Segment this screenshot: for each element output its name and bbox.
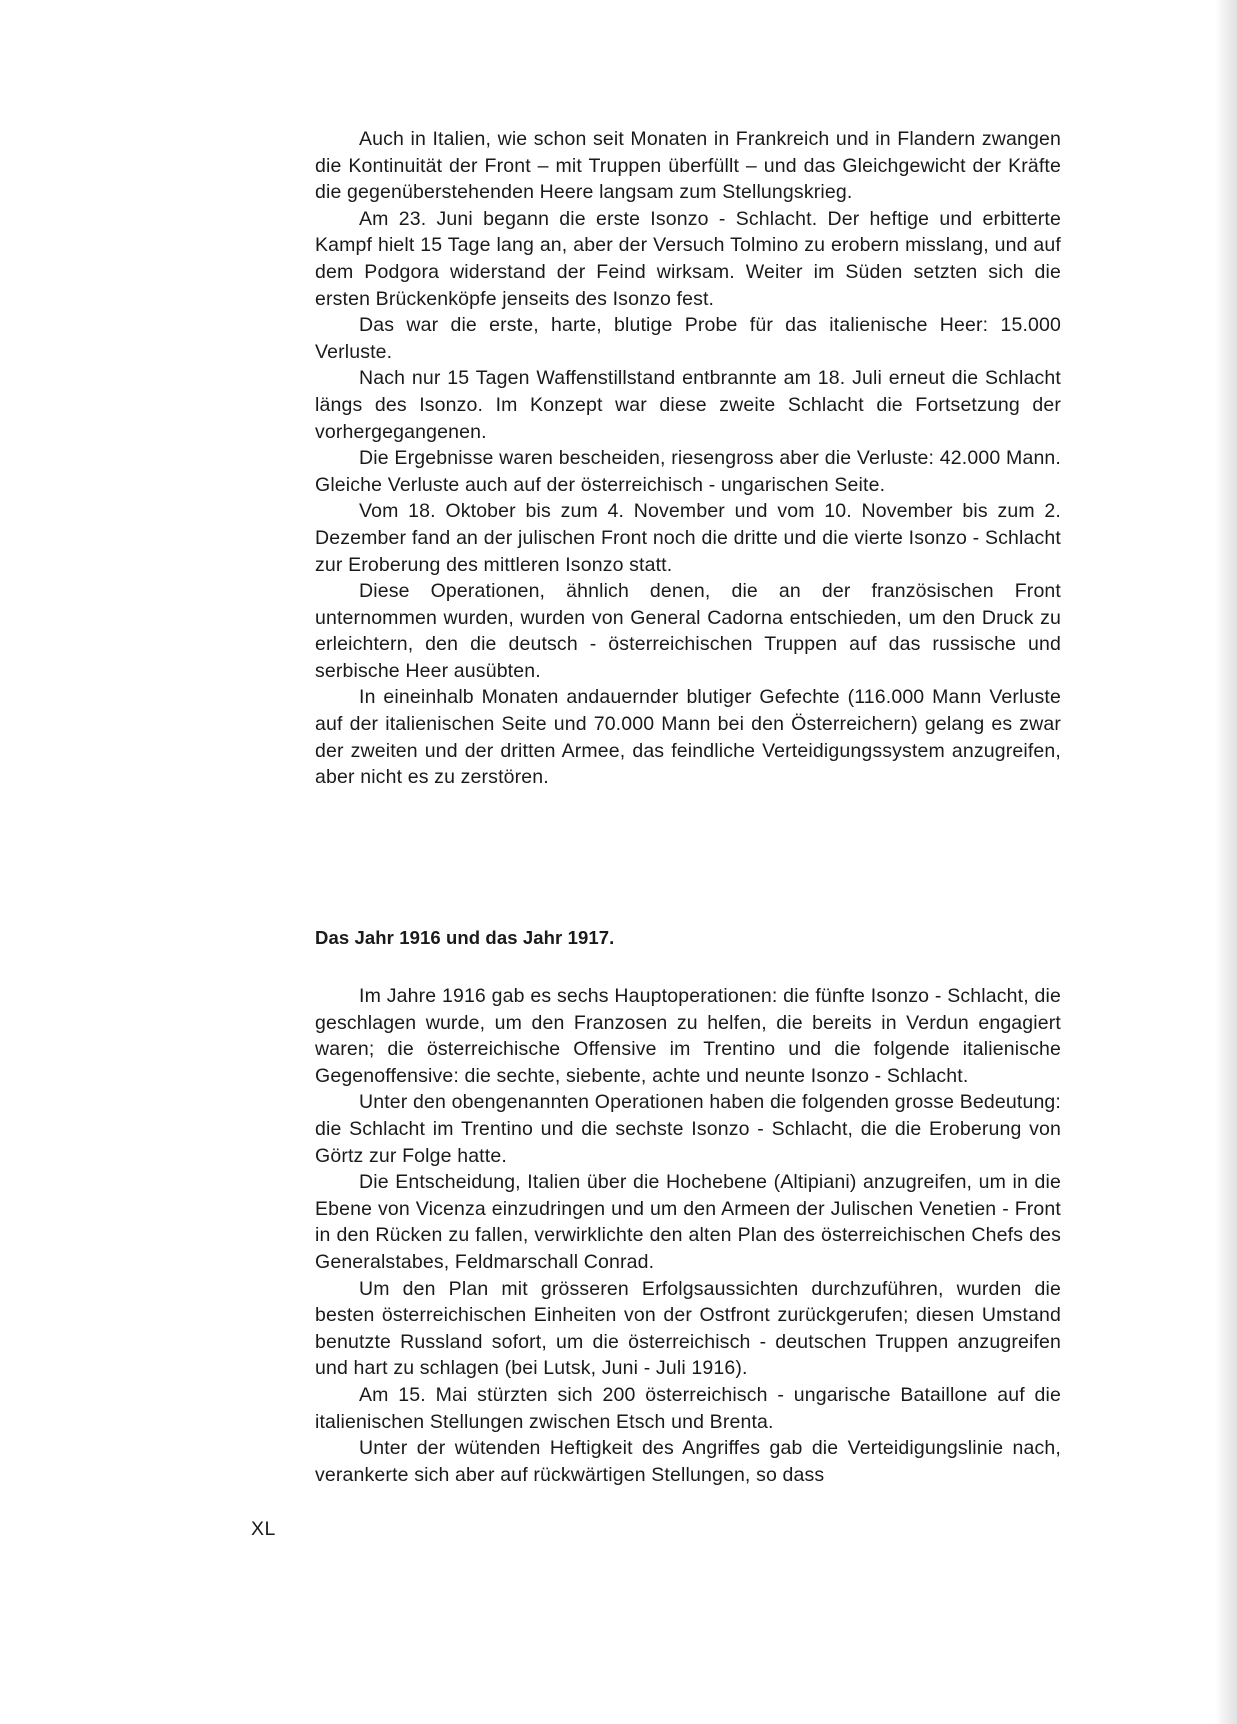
section-heading: Das Jahr 1916 und das Jahr 1917. — [315, 927, 615, 948]
page-edge-shadow — [1215, 0, 1237, 1724]
paragraph: Im Jahre 1916 gab es sechs Hauptoperationen: die fünfte Isonzo - Schlacht, die geschlagen wurde, um den Franzosen zu helfen, die bereits in Verdun engagiert waren; die österreichische Offensive im Trentino und die folgende italienische Gegenoffensive: die sechte, siebente, achte und neunte Isonzo - Schlacht. — [315, 985, 1061, 1087]
paragraph: Die Entscheidung, Italien über die Hochebene (Altipiani) anzugreifen, um in die Ebene von Vicenza einzudringen und um den Armeen der Julischen Venetien - Front in den Rücken zu fallen, verwirklichte den alten Plan des österreichischen Chefs des Generalstabes, Feldmarschall Conrad. — [315, 1171, 1061, 1273]
paragraph: Auch in Italien, wie schon seit Monaten in Frankreich und in Flandern zwangen die Kontinuität der Front – mit Truppen überfüllt – und das Gleichgewicht der Kräfte die gegenüberstehenden Heere langsam zum Stellungskrieg. — [315, 128, 1061, 204]
paragraph: Am 23. Juni begann die erste Isonzo - Schlacht. Der heftige und erbitterte Kampf hielt 15 Tage lang an, aber der Versuch Tolmino zu erobern misslang, und auf dem Podgora widerstand der Feind wirksam. Weiter im Süden setzten sich die ersten Brückenköpfe jenseits des Isonzo fest. — [315, 207, 1061, 310]
paragraph: Nach nur 15 Tagen Waffenstillstand entbrannte am 18. Juli erneut die Schlacht längs des Isonzo. Im Konzept war diese zweite Schlacht die Fortsetzung der vorhergegangenen. — [315, 367, 1061, 443]
text-block-2 — [315, 983, 1061, 1488]
paragraph: Unter den obengenannten Operationen haben die folgenden grosse Bedeutung: die Schlacht im Trentino und die sechste Isonzo - Schlacht, die die Eroberung von Görtz zur Folge hatte. — [315, 1091, 1061, 1167]
paragraph: Vom 18. Oktober bis zum 4. November und vom 10. November bis zum 2. Dezember fand an der julischen Front noch die dritte und die vierte Isonzo - Schlacht zur Eroberung des mittleren Isonzo statt. — [315, 500, 1061, 576]
page-number: XL — [251, 1518, 276, 1540]
paragraph: Unter der wütenden Heftigkeit des Angriffes gab die Verteidigungslinie nach, verankerte sich aber auf rückwärtigen Stellungen, so dass — [315, 1437, 1061, 1486]
paragraph: Diese Operationen, ähnlich denen, die an der französischen Front unternommen wurden, wurden von General Cadorna entschieden, um den Druck zu erleichtern, den die deutsch - österreichischen Truppen auf das russische und serbische Heer ausübten. — [315, 580, 1061, 682]
paragraph: In eineinhalb Monaten andauernder blutiger Gefechte (116.000 Mann Verluste auf der italienischen Seite und 70.000 Mann bei den Österreichern) gelang es zwar der zweiten und der dritten Armee, das feindliche Verteidigungssystem anzugreifen, aber nicht es zu zerstören. — [315, 686, 1061, 789]
paragraph: Am 15. Mai stürzten sich 200 österreichisch - ungarische Bataillone auf die italienischen Stellungen zwischen Etsch und Brenta. — [315, 1383, 1061, 1433]
paragraph: Um den Plan mit grösseren Erfolgsaussichten durchzuführen, wurden die besten österreichischen Einheiten von der Ostfront zurückgerufen; diesen Umstand benutzte Russland sofort, um die österreichisch - deutschen Truppen anzugreifen und hart zu schlagen (bei Lutsk, Juni - Juli 1916). — [315, 1277, 1061, 1380]
text-block-1 — [315, 126, 1061, 791]
paragraph: Die Ergebnisse waren bescheiden, riesengross aber die Verluste: 42.000 Mann. Gleiche Verluste auch auf der österreichisch - ungarischen Seite. — [315, 447, 1061, 496]
paragraph: Das war die erste, harte, blutige Probe für das italienische Heer: 15.000 Verluste. — [315, 314, 1061, 363]
